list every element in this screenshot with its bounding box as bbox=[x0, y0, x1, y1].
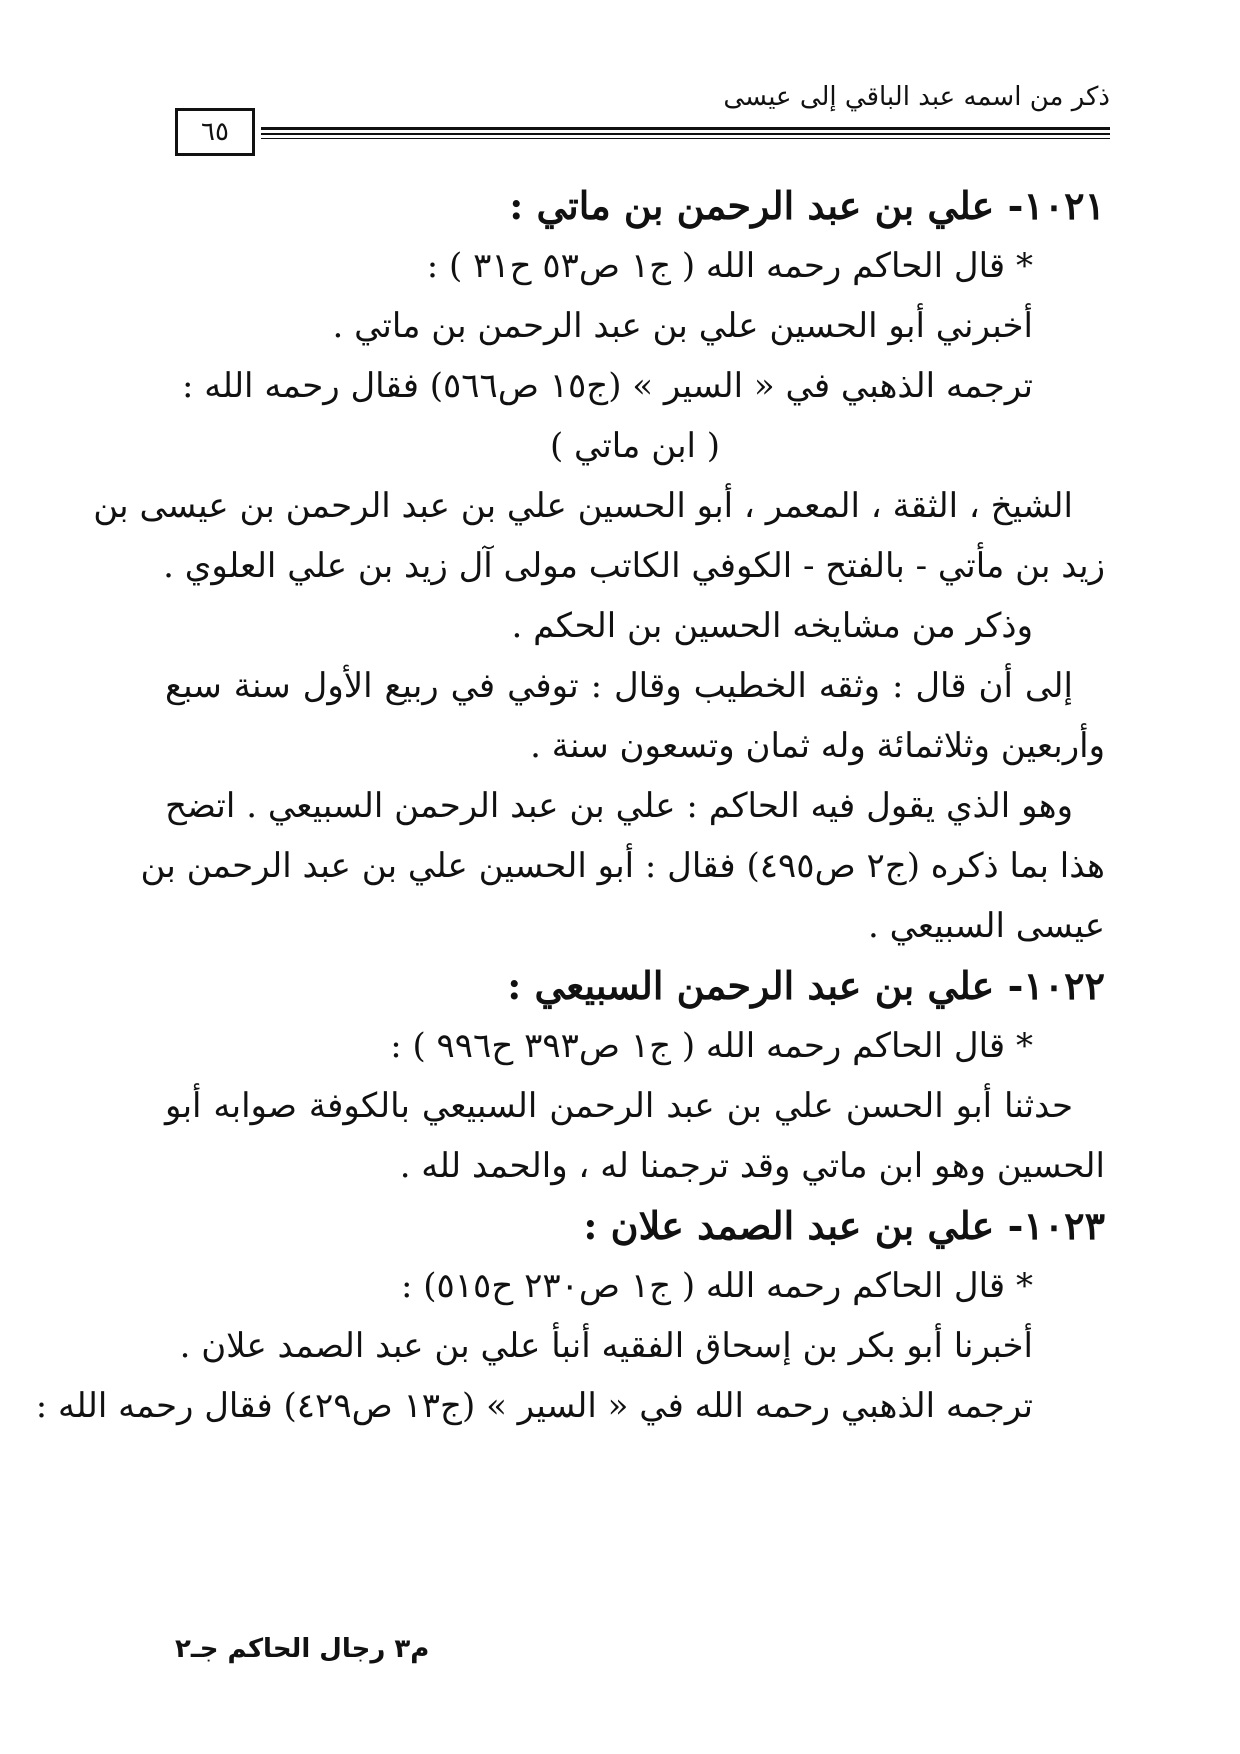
text-line: الشيخ ، الثقة ، المعمر ، أبو الحسين علي بن عبد الرحمن بن عيسى بن bbox=[93, 486, 1073, 526]
page-number: ٦٥ bbox=[175, 108, 255, 156]
text-line: وذكر من مشايخه الحسين بن الحكم . bbox=[511, 606, 1033, 646]
text-line: * قال الحاكم رحمه الله ( ج١ ص٣٩٣ ح٩٩٦ ) : bbox=[390, 1026, 1033, 1066]
header-rule bbox=[261, 138, 1110, 139]
page-body bbox=[35, 176, 1105, 1436]
text-line: ( ابن ماتي ) bbox=[549, 426, 721, 466]
text-line: إلى أن قال : وثقه الخطيب وقال : توفي في ربيع الأول سنة سبع bbox=[165, 666, 1073, 706]
entry-heading: ١٠٢٢- علي بن عبد الرحمن السبيعي : bbox=[507, 963, 1105, 1008]
header-rule bbox=[261, 133, 1110, 135]
text-line: أخبرنا أبو بكر بن إسحاق الفقيه أنبأ علي بن عبد الصمد علان . bbox=[179, 1326, 1033, 1366]
text-line: الحسين وهو ابن ماتي وقد ترجمنا له ، والحمد لله . bbox=[399, 1146, 1105, 1186]
page-header bbox=[175, 82, 1110, 160]
text-line: حدثنا أبو الحسن علي بن عبد الرحمن السبيعي بالكوفة صوابه أبو bbox=[165, 1086, 1073, 1126]
text-line: أخبرني أبو الحسين علي بن عبد الرحمن بن ماتي . bbox=[332, 306, 1033, 346]
text-line: عيسى السبيعي . bbox=[867, 906, 1105, 946]
running-title: ذكر من اسمه عبد الباقي إلى عيسى bbox=[723, 82, 1110, 112]
entry-heading: ١٠٢٣- علي بن عبد الصمد علان : bbox=[583, 1203, 1105, 1248]
footer-signature: م٣ رجال الحاكم جـ٢ bbox=[175, 1634, 430, 1664]
text-line: ترجمه الذهبي رحمه الله في « السير » (ج١٣ ص٤٢٩) فقال رحمه الله : bbox=[35, 1386, 1033, 1426]
text-line: وأربعين وثلاثمائة وله ثمان وتسعون سنة . bbox=[530, 726, 1105, 766]
text-line: ترجمه الذهبي في « السير » (ج١٥ ص٥٦٦) فقال رحمه الله : bbox=[181, 366, 1033, 406]
header-rule bbox=[261, 127, 1110, 130]
text-line: * قال الحاكم رحمه الله ( ج١ ص٢٣٠ ح٥١٥) : bbox=[401, 1266, 1033, 1306]
text-line: وهو الذي يقول فيه الحاكم : علي بن عبد الرحمن السبيعي . اتضح bbox=[165, 786, 1073, 826]
entry-heading: ١٠٢١- علي بن عبد الرحمن بن ماتي : bbox=[509, 183, 1105, 228]
text-line: هذا بما ذكره (ج٢ ص٤٩٥) فقال : أبو الحسين علي بن عبد الرحمن بن bbox=[140, 846, 1105, 886]
text-line: زيد بن مأتي - بالفتح - الكوفي الكاتب مولى آل زيد بن علي العلوي . bbox=[163, 546, 1105, 586]
text-line: * قال الحاكم رحمه الله ( ج١ ص٥٣ ح٣١ ) : bbox=[426, 246, 1033, 286]
